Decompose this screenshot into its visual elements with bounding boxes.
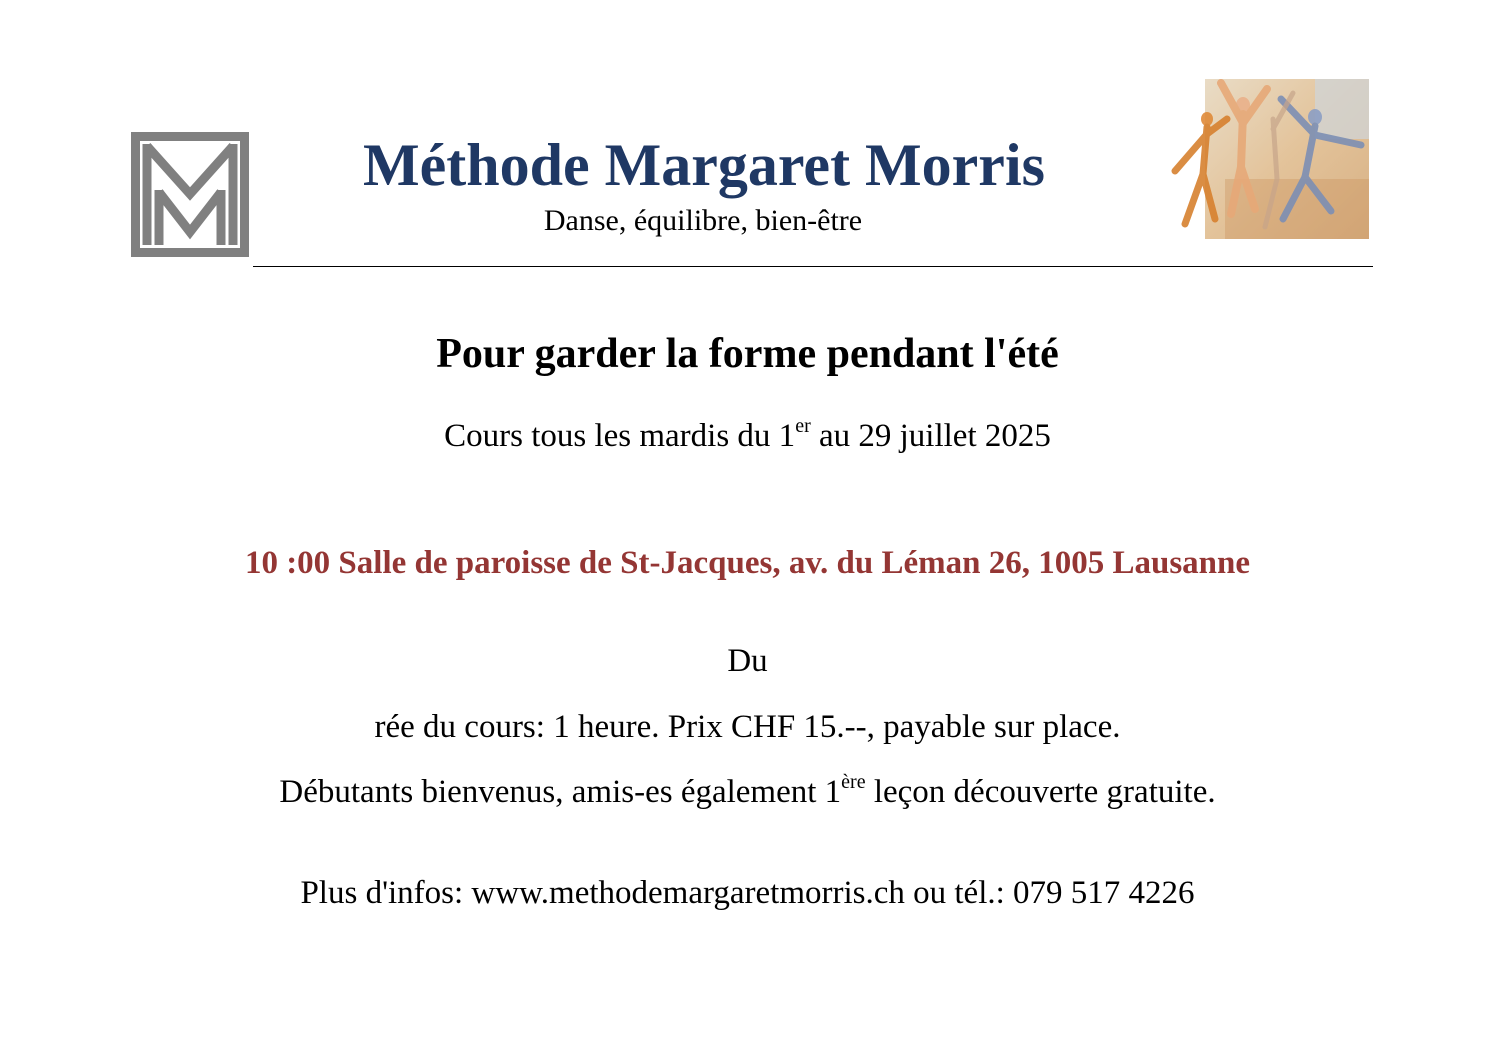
du-line: Du [727, 643, 768, 679]
brand-tagline: Danse, équilibre, bien-être [543, 204, 863, 237]
beginners-superscript: ère [841, 771, 866, 793]
duration-price-line: rée du cours: 1 heure. Prix CHF 15.--, payable sur place. [374, 709, 1121, 745]
beginners-text-end: leçon découverte gratuite. [865, 774, 1216, 810]
contact-line: Plus d'infos: www.methodemargaretmorris.ch ou tél.: 079 517 4226 [300, 875, 1195, 911]
mm-logo-icon [131, 132, 249, 257]
headline: Pour garder la forme pendant l'été [436, 331, 1059, 377]
course-dates-text-end: au 29 juillet 2025 [810, 418, 1051, 454]
header-divider [253, 266, 1373, 267]
brand-title: Méthode Margaret Morris [363, 132, 1045, 198]
course-dates-superscript: er [795, 415, 811, 437]
beginners-text: Débutants bienvenus, amis-es également 1 [279, 774, 842, 810]
dancers-painting-icon [1165, 79, 1369, 239]
venue-line: 10 :00 Salle de paroisse de St-Jacques, av. du Léman 26, 1005 Lausanne [244, 545, 1251, 581]
course-dates-text: Cours tous les mardis du 1 [444, 418, 796, 454]
beginners-line [0, 772, 1495, 812]
course-dates [0, 416, 1495, 456]
